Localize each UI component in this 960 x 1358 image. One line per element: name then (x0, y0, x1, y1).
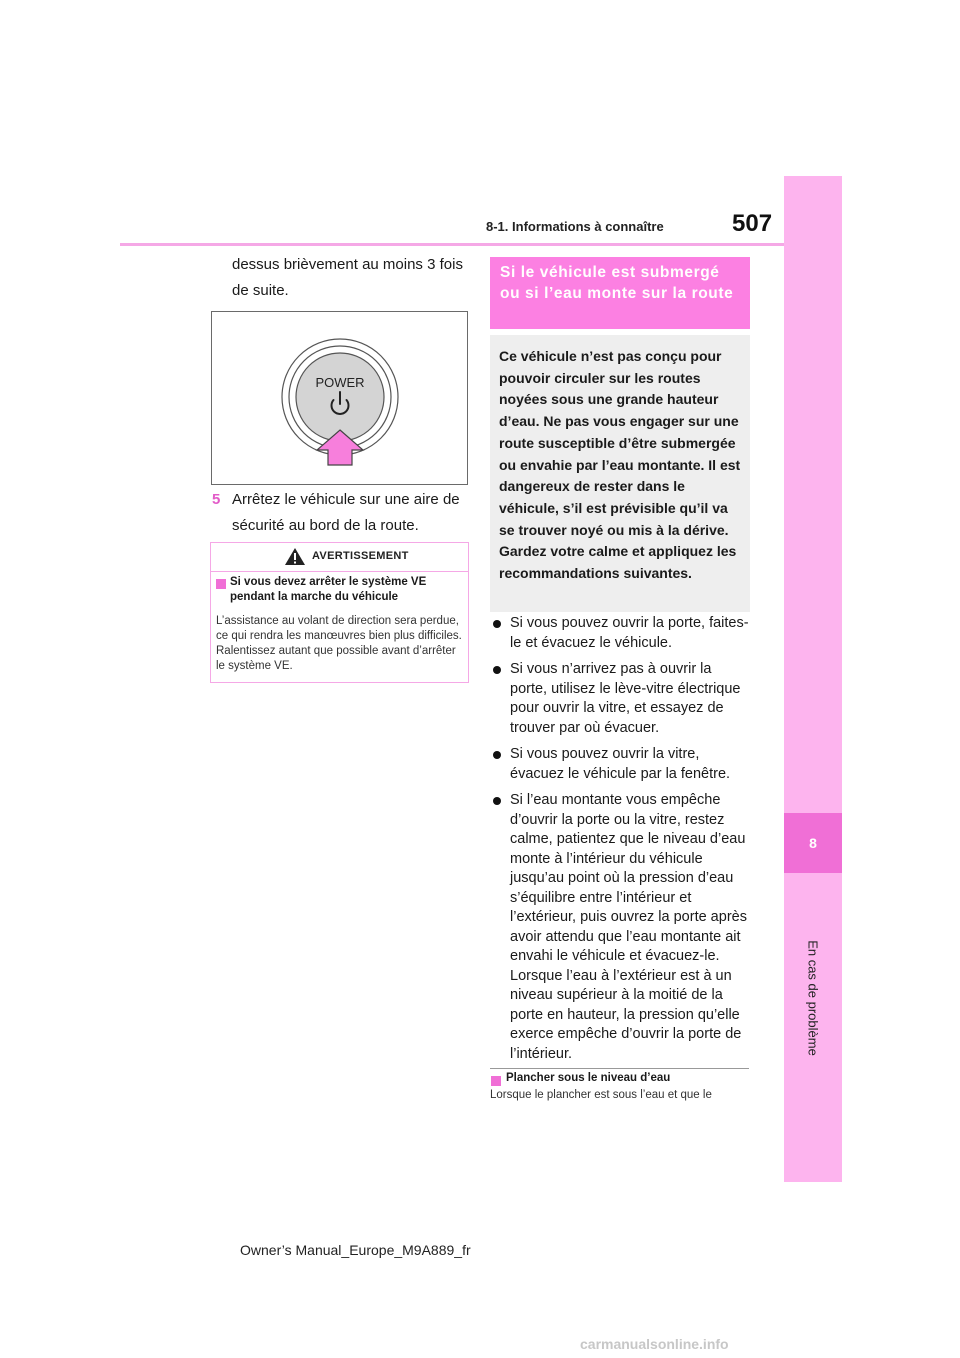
chapter-title-text: En cas de problème (805, 940, 821, 1056)
warning-body: L’assistance au volant de direction sera perdue, ce qui rendra les manœuvres bien plus difficiles. Ralentissez autant que possible avant d’arrêter le système VE. (216, 615, 462, 672)
note-title: Plancher sous le niveau d’eau (506, 1072, 671, 1084)
list-item (490, 745, 752, 784)
step-text: Arrêtez le véhicule sur une aire de sécurité au bord de la route. (232, 491, 460, 534)
list-item-text: Si vous pouvez ouvrir la porte, faites-le et évacuez le véhicule. (510, 615, 749, 651)
note-divider (490, 1068, 749, 1069)
chapter-number: 8 (784, 813, 842, 873)
intro-box (490, 335, 750, 612)
page-number: 507 (732, 210, 773, 237)
intro-text: Ce véhicule n’est pas conçu pour pouvoir circuler sur les routes noyées sous une grande hauteur d’eau. Ne pas vous engager sur une route susceptible d’être submergée ou envahie par l’eau montante. Il est dangereux de rester dans le véhicule, s’il est prévisible qu’il va se trouver noyé ou mis à la dérive. Gardez votre calme et appliquez les recommandations suivantes. (499, 348, 741, 582)
list-item-text: Si l’eau montante vous empêche d’ouvrir la porte ou la vitre, restez calme, patientez que le niveau d’eau monte à l’intérieur du véhicule jusqu’au point où la pression d’eau s’équilibre entre l’intérieur et l’extérieur, puis ouvrez la porte après avoir attendu que l’eau montante ait envahi le véhicule et évacuez-le. Lorsque l’eau à l’extérieur est à un niveau supérieur à la moitié de la porte en hauteur, la pression qu’elle exerce empêche d’ouvrir la porte de l’intérieur. (510, 792, 747, 1062)
power-button-figure (211, 311, 468, 485)
bullet-dot-icon (493, 666, 501, 674)
bullet-dot-icon (493, 751, 501, 759)
power-button-illustration (212, 312, 469, 486)
warning-triangle-icon (284, 547, 306, 566)
square-bullet-icon (491, 1076, 501, 1086)
chapter-title (784, 878, 842, 1118)
power-button-label: POWER (315, 375, 365, 390)
bullet-list (490, 614, 752, 1071)
warning-subtitle: Si vous devez arrêter le système VE pendant la marche du véhicule (230, 576, 427, 603)
warning-title: AVERTISSEMENT (312, 550, 409, 562)
list-item (490, 791, 752, 1064)
list-item-text: Si vous n’arrivez pas à ouvrir la porte, utilisez le lève-vitre électrique pour ouvrir la vitre, et essayez de trouver par où évacuer. (510, 661, 741, 736)
note-body: Lorsque le plancher est sous l’eau et que le (490, 1089, 712, 1101)
topic-heading: Si le véhicule est submergé ou si l’eau monte sur la route (500, 264, 734, 302)
square-bullet-icon (216, 579, 226, 589)
step-number: 5 (212, 491, 221, 508)
list-item (490, 660, 752, 738)
section-label: 8-1. Informations à connaître (486, 219, 664, 234)
list-item-text: Si vous pouvez ouvrir la vitre, évacuez le véhicule par la fenêtre. (510, 746, 731, 782)
warning-header (211, 543, 468, 572)
list-item (490, 614, 752, 653)
header-divider (120, 243, 785, 246)
watermark: carmanualsonline.info (580, 1336, 729, 1352)
topic-heading-box (490, 257, 750, 329)
warning-box (210, 542, 469, 683)
bullet-dot-icon (493, 620, 501, 628)
bullet-dot-icon (493, 797, 501, 805)
step-continuation: dessus brièvement au moins 3 fois de suite. (232, 256, 463, 299)
footer-manual-id: Owner’s Manual_Europe_M9A889_fr (240, 1242, 471, 1258)
